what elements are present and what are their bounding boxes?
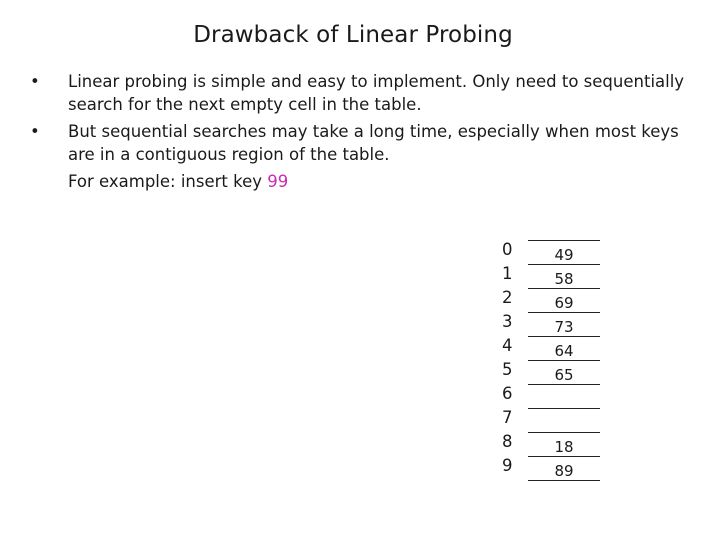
table-index: 4 [502, 336, 513, 355]
cell-value: 69 [554, 294, 574, 312]
table-cell [528, 384, 600, 408]
cell-value: 49 [554, 246, 574, 264]
table-index: 8 [502, 432, 513, 451]
table-cell [528, 312, 600, 336]
bullet-text: Linear probing is simple and easy to implement. Only need to sequentially search for the next empty cell in the table. [68, 72, 685, 114]
table-index: 2 [502, 288, 513, 307]
cell-value: 89 [554, 462, 574, 480]
table-index: 3 [502, 312, 513, 331]
table-index: 7 [502, 408, 513, 427]
bullet-list [28, 70, 698, 193]
table-cell [528, 408, 600, 432]
table-index: 5 [502, 360, 513, 379]
table-bottom-border [528, 480, 600, 481]
table-index: 0 [502, 240, 513, 259]
table-cell [528, 336, 600, 360]
table-cell [528, 456, 600, 480]
bullet-item [28, 70, 698, 116]
table-index: 1 [502, 264, 513, 283]
bullet-marker: • [30, 122, 40, 141]
table-cell [528, 432, 600, 456]
cell-column [528, 240, 600, 481]
table-index: 6 [502, 384, 513, 403]
cell-value: 64 [554, 342, 574, 360]
example-line [28, 170, 698, 193]
cell-value: 18 [554, 438, 574, 456]
bullet-marker: • [30, 72, 40, 91]
example-key: 99 [267, 172, 289, 191]
table-cell [528, 360, 600, 384]
table-cell [528, 240, 600, 264]
example-prefix: For example: insert key [68, 172, 268, 191]
bullet-item [28, 120, 698, 166]
table-cell [528, 264, 600, 288]
hash-table [502, 238, 602, 482]
bullet-text: But sequential searches may take a long time, especially when most keys are in a contiguous region of the table. [68, 122, 679, 164]
slide-title: Drawback of Linear Probing [193, 22, 513, 48]
table-index: 9 [502, 456, 513, 475]
index-column [502, 238, 526, 478]
cell-value: 73 [554, 318, 574, 336]
cell-value: 65 [554, 366, 574, 384]
table-cell [528, 288, 600, 312]
cell-value: 58 [554, 270, 574, 288]
